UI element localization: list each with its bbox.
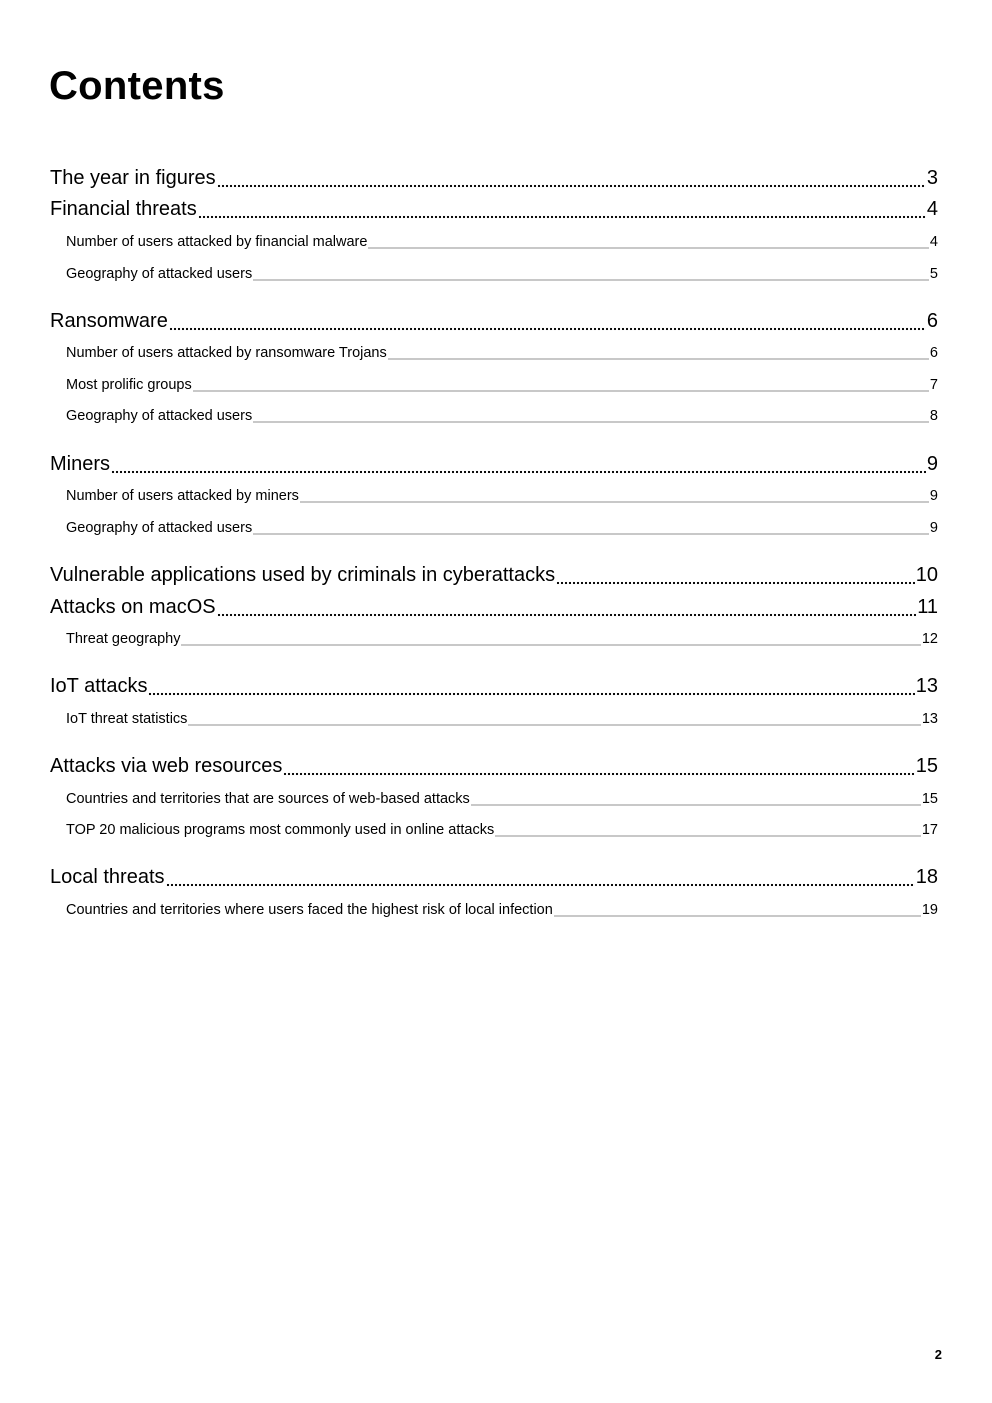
- toc-entry-miners[interactable]: [50, 451, 938, 477]
- toc-entry-label: IoT attacks: [50, 675, 148, 697]
- toc-entry-page: 18: [915, 866, 938, 888]
- toc-leader-dots: [556, 562, 915, 588]
- toc-entry-page: 4: [929, 234, 938, 250]
- toc-subentry-users-financial-malware[interactable]: [66, 232, 938, 252]
- toc-entry-page: 9: [926, 453, 938, 475]
- toc-leader-dots: [471, 789, 921, 809]
- toc-leader-dots: [368, 232, 929, 252]
- toc-entry-label: Attacks on macOS: [50, 596, 216, 618]
- toc-entry-page: 11: [917, 596, 938, 618]
- toc-leader-dots: [169, 308, 926, 334]
- toc-leader-dots: [111, 451, 926, 477]
- toc-entry-local-threats[interactable]: [50, 864, 938, 890]
- toc-leader-dots: [495, 820, 921, 840]
- toc-leader-dots: [148, 673, 914, 699]
- toc-entry-label: The year in figures: [50, 167, 216, 189]
- toc-subentry-iot-statistics[interactable]: [66, 709, 938, 729]
- toc-entry-label: Most prolific groups: [66, 377, 192, 393]
- toc-entry-label: IoT threat statistics: [66, 711, 188, 727]
- toc-entry-iot-attacks[interactable]: [50, 673, 938, 699]
- toc-entry-label: Countries and territories where users faced the highest risk of local infection: [66, 902, 553, 918]
- toc-entry-page: 8: [929, 408, 938, 424]
- toc-entry-page: 10: [915, 564, 938, 586]
- toc-leader-dots: [283, 753, 914, 779]
- toc-entry-label: Number of users attacked by ransomware Trojans: [66, 345, 387, 361]
- toc-entry-label: TOP 20 malicious programs most commonly used in online attacks: [66, 822, 495, 838]
- toc-entry-label: Geography of attacked users: [66, 408, 253, 424]
- toc-entry-page: 4: [926, 198, 938, 220]
- toc-entry-page: 3: [926, 167, 938, 189]
- toc-subentry-threat-geography[interactable]: [66, 629, 938, 649]
- toc-leader-dots: [217, 165, 926, 191]
- toc-leader-dots: [300, 486, 929, 506]
- toc-entry-label: Vulnerable applications used by criminals in cyberattacks: [50, 564, 556, 586]
- toc-entry-label: Miners: [50, 453, 111, 475]
- toc-entry-label: Number of users attacked by miners: [66, 488, 299, 504]
- toc-entry-page: 17: [921, 822, 938, 838]
- toc-entry-page: 19: [921, 902, 938, 918]
- toc-entry-page: 13: [921, 711, 938, 727]
- toc-leader-dots: [554, 900, 921, 920]
- toc-entry-ransomware[interactable]: [50, 308, 938, 334]
- toc-entry-label: Geography of attacked users: [66, 266, 253, 282]
- page-number: 2: [934, 1347, 942, 1362]
- toc-subentry-geography-ransomware[interactable]: [66, 406, 938, 426]
- toc-leader-dots: [188, 709, 920, 729]
- toc-entry-label: Ransomware: [50, 310, 168, 332]
- toc-leader-dots: [253, 264, 929, 284]
- toc-leader-dots: [181, 629, 920, 649]
- toc-entry-page: 9: [929, 520, 938, 536]
- toc-entry-page: 13: [915, 675, 938, 697]
- toc-entry-page: 6: [929, 345, 938, 361]
- toc-leader-dots: [198, 196, 926, 222]
- toc-leader-dots: [166, 864, 915, 890]
- toc-subentry-prolific-groups[interactable]: [66, 375, 938, 395]
- toc-entry-page: 9: [929, 488, 938, 504]
- toc-leader-dots: [253, 518, 929, 538]
- toc-leader-dots: [388, 343, 929, 363]
- toc-entry-label: Countries and territories that are sources of web-based attacks: [66, 791, 470, 807]
- toc-subentry-users-ransomware[interactable]: [66, 343, 938, 363]
- page-title: Contents: [49, 64, 225, 108]
- toc-entry-label: Attacks via web resources: [50, 755, 283, 777]
- toc-entry-page: 6: [926, 310, 938, 332]
- toc-entry-attacks-macos[interactable]: [50, 594, 938, 620]
- toc-entry-page: 5: [929, 266, 938, 282]
- toc-subentry-local-infection-risk[interactable]: [66, 900, 938, 920]
- toc-subentry-top20-malicious[interactable]: [66, 820, 938, 840]
- toc-entry-web-resources[interactable]: [50, 753, 938, 779]
- toc-leader-dots: [193, 375, 929, 395]
- toc-entry-label: Threat geography: [66, 631, 181, 647]
- toc-subentry-geography-miners[interactable]: [66, 518, 938, 538]
- toc-entry-page: 12: [921, 631, 938, 647]
- toc-entry-vulnerable-applications[interactable]: [50, 562, 938, 588]
- toc-subentry-web-attack-sources[interactable]: [66, 789, 938, 809]
- toc-entry-financial-threats[interactable]: [50, 196, 938, 222]
- toc-entry-page: 7: [929, 377, 938, 393]
- toc-entry-page: 15: [921, 791, 938, 807]
- toc-entry-label: Financial threats: [50, 198, 197, 220]
- toc-leader-dots: [217, 594, 917, 620]
- toc-entry-page: 15: [915, 755, 938, 777]
- toc-entry-label: Geography of attacked users: [66, 520, 253, 536]
- toc-subentry-geography-financial[interactable]: [66, 264, 938, 284]
- toc-leader-dots: [253, 406, 929, 426]
- toc-entry-label: Number of users attacked by financial malware: [66, 234, 368, 250]
- toc-subentry-users-miners[interactable]: [66, 486, 938, 506]
- toc-entry-label: Local threats: [50, 866, 165, 888]
- toc-entry-year-in-figures[interactable]: [50, 165, 938, 191]
